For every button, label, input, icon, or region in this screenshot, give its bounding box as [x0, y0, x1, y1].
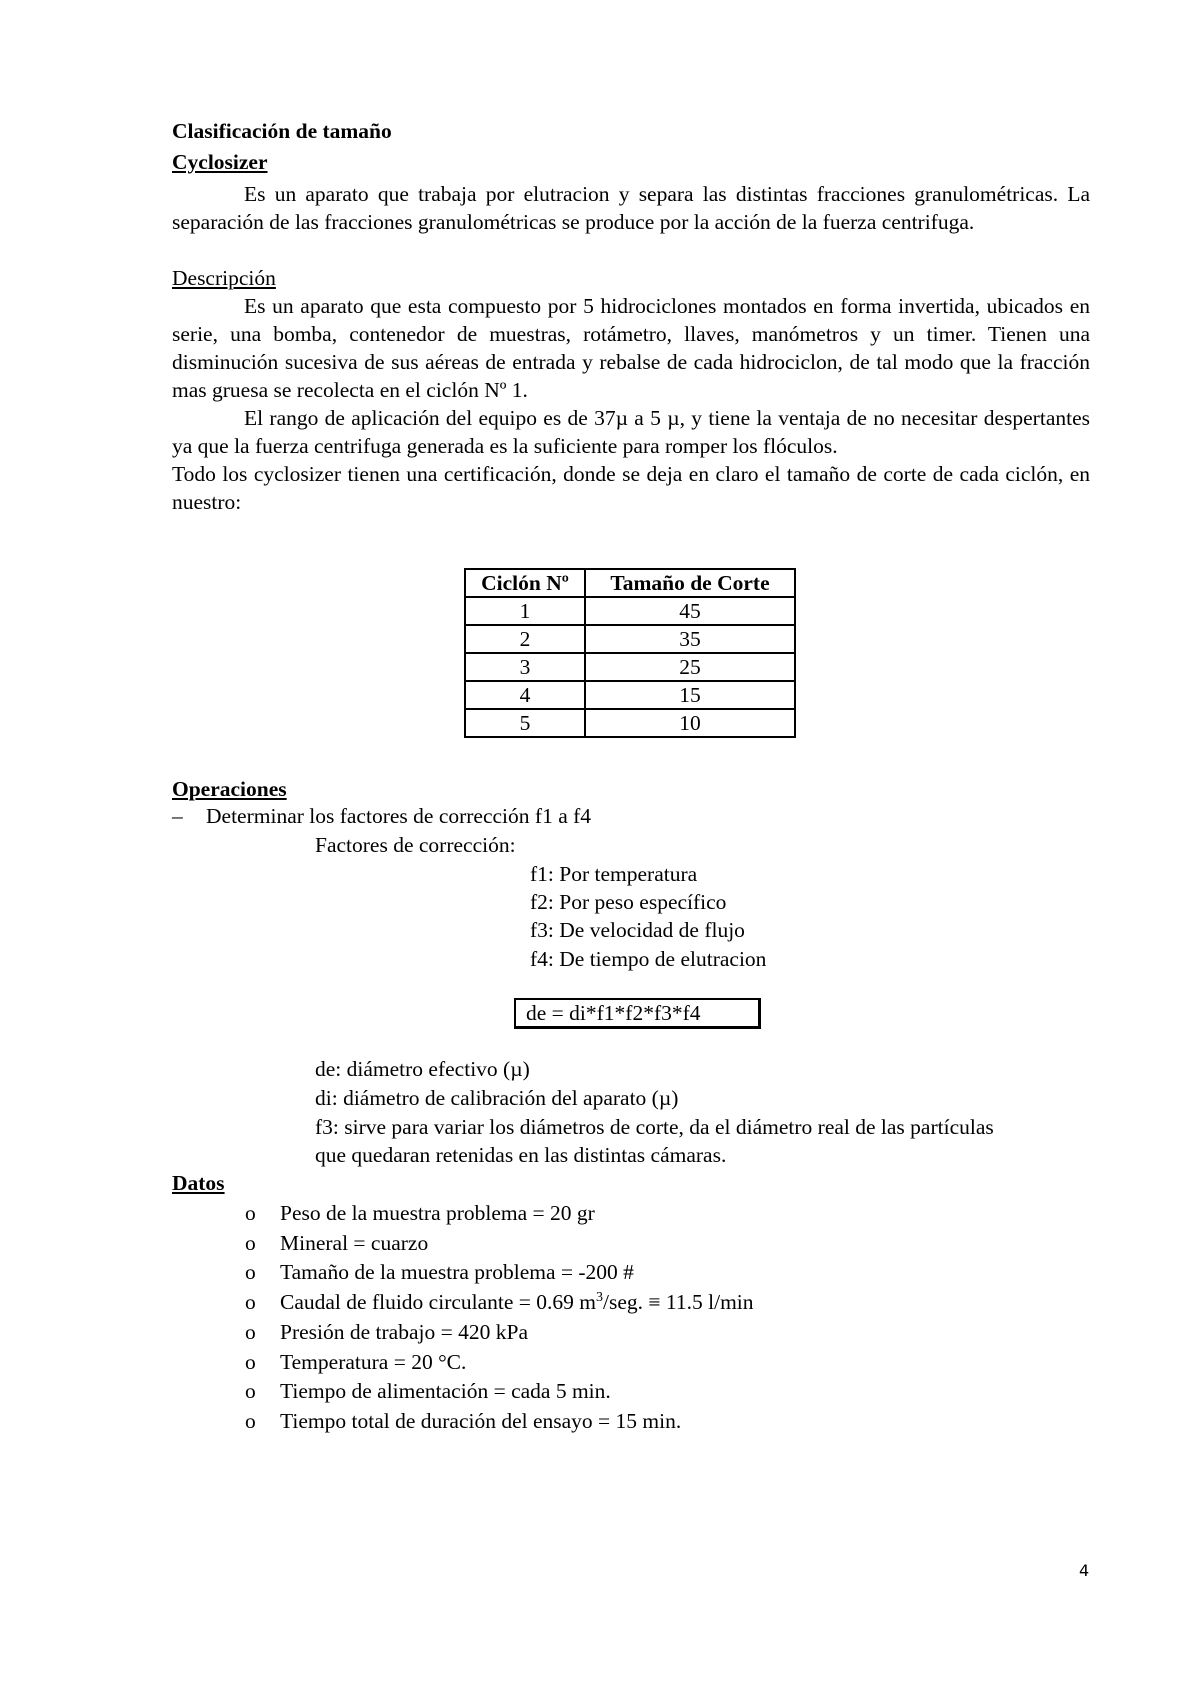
- desc-paragraph-2: El rango de aplicación del equipo es de 37µ a 5 µ, y tiene la ventaja de no necesitar despertantes ya que la fuerza centrifuga generada es la suficiente para romper los flóculos.: [172, 406, 1090, 458]
- table-cell: 4: [465, 681, 585, 709]
- bullet-icon: o: [245, 1379, 256, 1403]
- dato-item: Peso de la muestra problema = 20 gr: [280, 1201, 595, 1225]
- definition-line: de: diámetro efectivo (µ): [315, 1057, 530, 1081]
- table-header-cell: Ciclón Nº: [465, 569, 585, 597]
- factor-item: f4: De tiempo de elutracion: [530, 947, 767, 971]
- table-row: [465, 709, 795, 737]
- formula-box: de = di*f1*f2*f3*f4: [514, 998, 761, 1029]
- operacion-item: Determinar los factores de corrección f1 a f4: [206, 804, 592, 828]
- table-cell: 45: [585, 597, 795, 625]
- descripcion-block: [172, 292, 1090, 516]
- table-row: [465, 681, 795, 709]
- table-row: [465, 597, 795, 625]
- table-cell: 15: [585, 681, 795, 709]
- caudal-suffix: /seg. ≡ 11.5 l/min: [603, 1290, 754, 1314]
- definition-line: f3: sirve para variar los diámetros de corte, da el diámetro real de las partículas: [315, 1115, 994, 1139]
- table-cell: 2: [465, 625, 585, 653]
- caudal-exponent: 3: [596, 1289, 604, 1305]
- dato-item: Tamaño de la muestra problema = -200 #: [280, 1260, 634, 1284]
- bullet-icon: o: [245, 1201, 256, 1225]
- page-title: Clasificación de tamaño: [172, 119, 392, 143]
- intro-paragraph: [172, 180, 1090, 236]
- dato-item: Temperatura = 20 °C.: [280, 1350, 467, 1374]
- dato-item: Mineral = cuarzo: [280, 1231, 429, 1255]
- list-dash-icon: –: [172, 804, 183, 828]
- page-number: 4: [1079, 1561, 1090, 1580]
- table-header-cell: Tamaño de Corte: [585, 569, 795, 597]
- bullet-icon: o: [245, 1260, 256, 1284]
- bullet-icon: o: [245, 1320, 256, 1344]
- heading-operaciones: Operaciones: [172, 777, 287, 801]
- dato-item: Tiempo total de duración del ensayo = 15 min.: [280, 1409, 682, 1433]
- bullet-icon: o: [245, 1350, 256, 1374]
- definition-line: di: diámetro de calibración del aparato (µ): [315, 1086, 679, 1110]
- factor-item: f3: De velocidad de flujo: [530, 918, 745, 942]
- table-cell: 35: [585, 625, 795, 653]
- cut-size-table: [464, 568, 796, 738]
- desc-paragraph-1: Es un aparato que esta compuesto por 5 hidrociclones montados en forma invertida, ubicados en serie, una bomba, contenedor de muestras, rotámetro, llaves, manómetros y un timer. Tienen una disminución sucesiva de sus aéreas de entrada y rebalse de cada hidrociclon, de tal modo que la fracción mas gruesa se recolecta en el ciclón Nº 1.: [172, 294, 1090, 402]
- table-cell: 25: [585, 653, 795, 681]
- caudal-prefix: Caudal de fluido circulante = 0.69 m: [280, 1290, 597, 1314]
- heading-descripcion: Descripción: [172, 266, 276, 290]
- desc-paragraph-3: Todo los cyclosizer tienen una certificación, donde se deja en claro el tamaño de corte de cada ciclón, en nuestro:: [172, 462, 1090, 514]
- table-row: [465, 653, 795, 681]
- dato-item: Presión de trabajo = 420 kPa: [280, 1320, 528, 1344]
- definition-line: que quedaran retenidas en las distintas cámaras.: [315, 1143, 727, 1167]
- heading-datos: Datos: [172, 1171, 225, 1195]
- heading-cyclosizer: Cyclosizer: [172, 150, 268, 174]
- bullet-icon: o: [245, 1290, 256, 1314]
- intro-text: Es un aparato que trabaja por elutracion y separa las distintas fracciones granulométricas. La separación de las fracciones granulométricas se produce por la acción de la fuerza centrifuga.: [172, 182, 1090, 234]
- dato-item: Tiempo de alimentación = cada 5 min.: [280, 1379, 611, 1403]
- bullet-icon: o: [245, 1409, 256, 1433]
- table-cell: 5: [465, 709, 585, 737]
- table-row: [465, 625, 795, 653]
- factor-item: f1: Por temperatura: [530, 862, 698, 886]
- table-header-row: [465, 569, 795, 597]
- table-cell: 3: [465, 653, 585, 681]
- factor-item: f2: Por peso específico: [530, 890, 727, 914]
- table-cell: 10: [585, 709, 795, 737]
- factores-title: Factores de corrección:: [315, 833, 516, 857]
- table-cell: 1: [465, 597, 585, 625]
- bullet-icon: o: [245, 1231, 256, 1255]
- dato-item-caudal: [280, 1288, 754, 1316]
